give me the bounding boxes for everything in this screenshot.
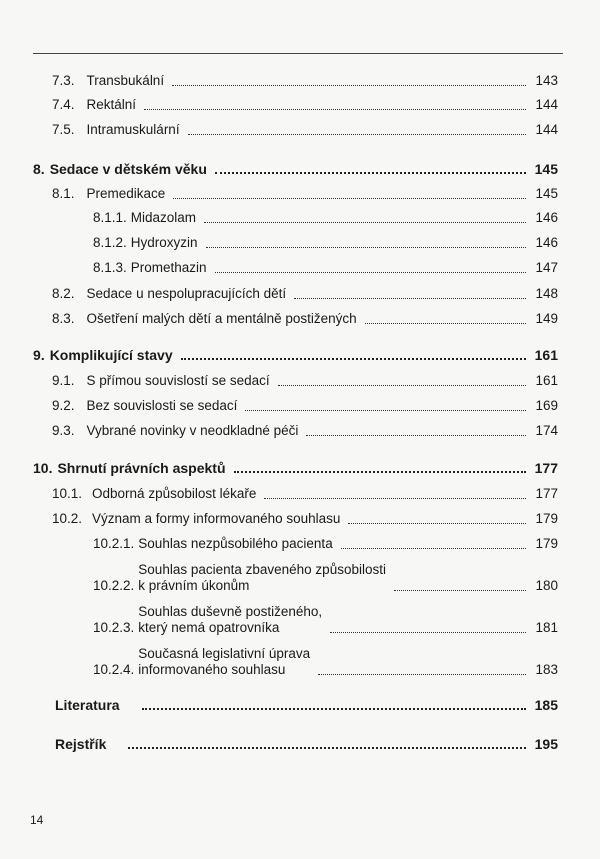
toc-entry [93, 646, 558, 678]
toc-entry-title: Komplikující stavy [49, 347, 173, 363]
toc-leader-dots [348, 522, 526, 524]
page-number: 14 [30, 813, 44, 827]
toc-entry-title: Intramuskulární [86, 122, 180, 137]
toc-entry-title [138, 562, 386, 594]
toc-leader-dots [341, 547, 526, 549]
toc-entry-title: Hydroxyzin [130, 235, 198, 250]
toc-entry-page: 174 [535, 423, 558, 438]
toc-entry-number: 8.1.3. [93, 260, 127, 275]
toc-entry-title: Sedace v dětském věku [49, 161, 207, 177]
toc-entry-number: 7.5. [52, 122, 75, 137]
toc-entry-page: 143 [535, 73, 558, 88]
toc-entry [93, 235, 558, 251]
toc-leader-dots [264, 497, 526, 499]
toc-leader-dots [128, 746, 526, 749]
toc-entry-page: 161 [535, 373, 558, 388]
toc-entry-number: 8.1. [52, 186, 75, 201]
toc-entry-number: 9. [33, 347, 45, 363]
toc-entry-title: Rektální [86, 97, 137, 112]
toc-entry-number: 8.3. [52, 311, 75, 326]
toc-entry [93, 604, 558, 636]
toc-entry-title [138, 646, 310, 678]
toc-entry-title: Odborná způsobilost lékaře [92, 486, 257, 501]
toc-entry-title-line2: který nemá opatrovníka [138, 620, 280, 635]
toc-entry-title: Ošetření malých dětí a mentálně postižených [86, 311, 357, 326]
toc-entry-page: 179 [535, 511, 558, 526]
toc-entry [52, 423, 558, 439]
toc-entry [55, 736, 558, 752]
toc-entry-number: 10.2. [52, 511, 83, 526]
toc-entry-title-line1: Současná legislativní úprava [138, 646, 311, 661]
toc-entry-number: 9.3. [52, 423, 75, 438]
toc-entry [52, 311, 558, 327]
toc-entry-page: 146 [535, 210, 558, 225]
toc-entry-page: 161 [534, 347, 558, 363]
toc-leader-dots [204, 221, 526, 223]
toc-entry-number: 8. [33, 161, 45, 177]
toc-leader-dots [215, 271, 526, 273]
toc-entry [52, 373, 558, 389]
toc-leader-dots [306, 434, 526, 436]
toc-entry-number: 10.2.4. [93, 662, 135, 677]
toc-entry [52, 398, 558, 414]
toc-leader-dots [173, 197, 526, 199]
toc-entry-page: 147 [535, 260, 558, 275]
toc-entry-number: 10.1. [52, 486, 83, 501]
toc-entry [52, 186, 558, 202]
toc-leader-dots [215, 171, 526, 174]
toc-entry [93, 210, 558, 226]
toc-entry-page: 145 [534, 161, 558, 177]
toc-leader-dots [245, 409, 526, 411]
toc-entry-title-line2: k právním úkonům [138, 578, 250, 593]
toc-leader-dots [294, 297, 526, 299]
toc-entry-page: 177 [534, 460, 558, 476]
toc-entry-number: 7.3. [52, 73, 75, 88]
toc-entry-title: Promethazin [130, 260, 207, 275]
toc-entry-title: Premedikace [86, 186, 166, 201]
toc-entry-page: 144 [535, 122, 558, 137]
toc-entry-page: 149 [535, 311, 558, 326]
toc-leader-dots [394, 589, 526, 591]
toc-entry-title: Význam a formy informovaného souhlasu [92, 511, 341, 526]
toc-entry-title-line1: Souhlas pacienta zbaveného způsobilosti [138, 562, 386, 577]
toc-entry-page: 146 [535, 235, 558, 250]
toc-entry-page: 183 [535, 662, 558, 677]
toc-entry-number: 9.2. [52, 398, 75, 413]
toc-entry-number: 10.2.1. [93, 536, 135, 551]
toc-entry-title: Bez souvislosti se sedací [86, 398, 238, 413]
toc-entry-title: Transbukální [86, 73, 165, 88]
toc-entry [52, 97, 558, 113]
toc-leader-dots [318, 673, 526, 675]
toc-entry-title: S přímou souvislostí se sedací [86, 373, 270, 388]
toc-entry-title-line2: informovaného souhlasu [138, 662, 286, 677]
toc-entry-page: 195 [534, 736, 558, 752]
toc-entry [93, 562, 558, 594]
toc-leader-dots [144, 108, 526, 110]
toc-entry-page: 185 [534, 697, 558, 713]
toc-entry-page: 145 [535, 186, 558, 201]
toc-entry-title: Rejstřík [55, 736, 107, 752]
toc-entry-number: 10.2.2. [93, 578, 135, 593]
toc-leader-dots [142, 707, 526, 710]
toc-leader-dots [188, 133, 526, 135]
toc-entry-number: 7.4. [52, 97, 75, 112]
toc-entry-title: Midazolam [130, 210, 197, 225]
toc-entry [55, 697, 558, 713]
toc-leader-dots [172, 84, 526, 86]
toc-leader-dots [234, 470, 526, 473]
header-rule [33, 53, 563, 54]
toc-entry-number: 9.1. [52, 373, 75, 388]
toc-entry-page: 148 [535, 286, 558, 301]
toc-entry-title-line1: Souhlas duševně postiženého, [138, 604, 323, 619]
toc-leader-dots [181, 357, 526, 360]
toc-leader-dots [365, 322, 526, 324]
toc-entry-page: 144 [535, 97, 558, 112]
toc-entry-page: 179 [535, 536, 558, 551]
toc-entry-title: Sedace u nespolupracujících dětí [86, 286, 287, 301]
toc-entry [52, 122, 558, 138]
toc-entry-title: Vybrané novinky v neodkladné péči [86, 423, 299, 438]
toc-entry-title [138, 604, 322, 636]
toc-entry-number: 8.2. [52, 286, 75, 301]
toc-entry-page: 181 [535, 620, 558, 635]
toc-entry [93, 536, 558, 552]
toc-entry-number: 10. [33, 460, 53, 476]
toc-entry-page: 180 [535, 578, 558, 593]
toc-entry-title: Shrnutí právních aspektů [57, 460, 226, 476]
toc-entry [33, 161, 558, 177]
toc-leader-dots [206, 246, 526, 248]
toc-entry-number: 8.1.1. [93, 210, 127, 225]
toc-entry-page: 177 [535, 486, 558, 501]
toc-entry-title: Souhlas nezpůsobilého pacienta [138, 536, 333, 551]
toc-entry-title: Literatura [55, 697, 120, 713]
toc-leader-dots [330, 631, 526, 633]
toc-entry-page: 169 [535, 398, 558, 413]
toc-entry [52, 511, 558, 527]
toc-entry [52, 73, 558, 89]
toc-entry [52, 286, 558, 302]
toc-entry-number: 8.1.2. [93, 235, 127, 250]
toc-entry [33, 347, 558, 363]
toc-entry [52, 486, 558, 502]
toc-entry [93, 260, 558, 276]
toc-entry [33, 460, 558, 476]
toc-leader-dots [278, 384, 526, 386]
toc-entry-number: 10.2.3. [93, 620, 135, 635]
